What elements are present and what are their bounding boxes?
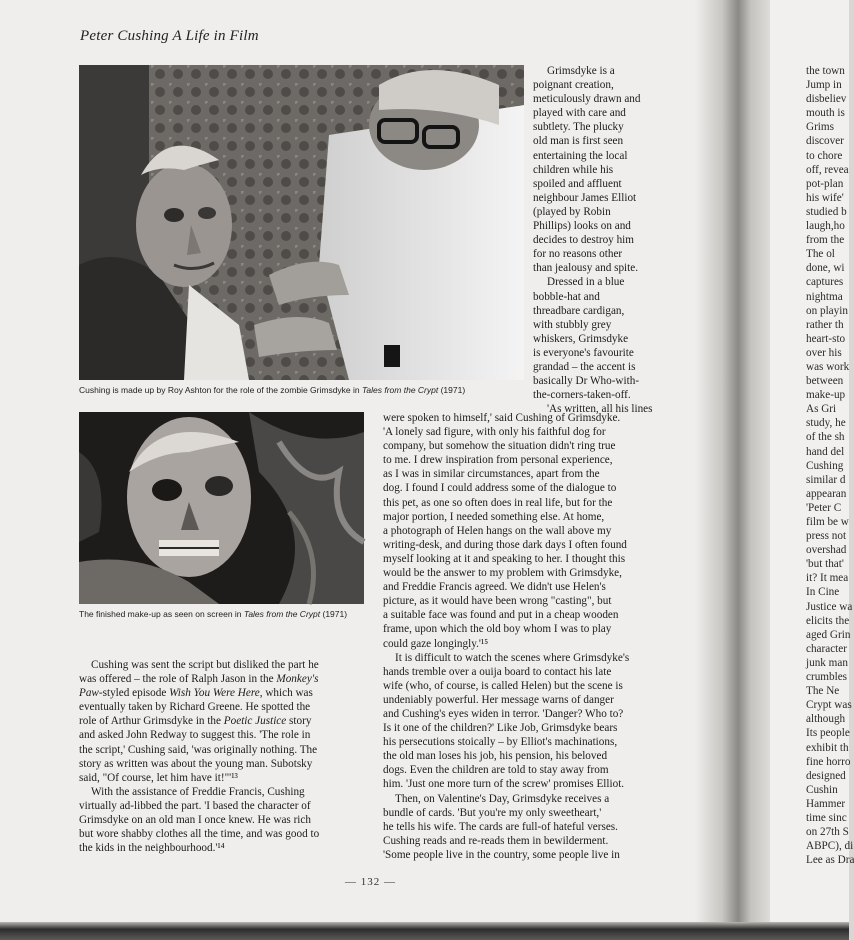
text-line: said, "Of course, let him have it!"'¹³ xyxy=(79,771,238,784)
text-line: story as written was about the young man. Subotsky xyxy=(79,757,313,770)
photo1-caption-film-title: Tales from the Crypt xyxy=(362,385,439,395)
right-page-line: studied b xyxy=(806,205,847,218)
right-page-line: fine horro xyxy=(806,755,851,768)
right-page-line: discover xyxy=(806,135,844,148)
text-line: the script,' Cushing said, 'was originally nothing. The xyxy=(79,743,318,756)
text-line: 'As written, all his lines xyxy=(547,403,653,416)
finished-makeup-image xyxy=(79,412,364,604)
text-line: Grimsdyke is a xyxy=(547,65,615,77)
makeup-session-image xyxy=(79,65,524,380)
text-span: Monkey's xyxy=(276,673,319,686)
text-line: It is difficult to watch the scenes where Grimsdyke's xyxy=(395,651,630,664)
text-line: dog. I found I could address some of the dialogue to xyxy=(383,482,617,495)
page-number: — 132 — xyxy=(345,876,396,888)
text-line: hands tremble over a ouija board to contact his late xyxy=(383,665,612,678)
text-line: Then, on Valentine's Day, Grimsdyke receives a xyxy=(395,792,610,805)
right-page-line: 'Peter C xyxy=(806,501,842,514)
text-span: Paw xyxy=(79,687,99,700)
text-line: 'A lonely sad figure, with only his faithful dog for xyxy=(383,426,606,439)
text-line: Cushing reads and re-reads them in bewilderment. xyxy=(383,834,609,847)
text-line: the-corners-taken-off. xyxy=(533,389,631,402)
photo1-caption-year: (1971) xyxy=(438,385,466,395)
text-line: neighbour James Elliot xyxy=(533,191,637,204)
finished-makeup-photo xyxy=(79,412,364,604)
right-page-line: over his xyxy=(806,346,842,359)
text-line: the old man loses his job, his pension, his beloved xyxy=(383,750,608,763)
text-line xyxy=(79,714,362,728)
right-page-line: nightma xyxy=(806,290,843,303)
text-line: Dressed in a blue xyxy=(547,276,625,289)
makeup-session-photo xyxy=(79,65,524,380)
text-line: but wore shabby clothes all the time, and was good to xyxy=(79,828,320,841)
text-line: with stubbly grey xyxy=(533,318,612,331)
text-line: and asked John Redway to suggest this. 'The role in xyxy=(79,729,311,742)
text-line: were spoken to himself,' said Cushing of Grimsdyke. xyxy=(383,412,621,424)
text-span: , which was xyxy=(259,687,313,700)
right-page-line: film be w xyxy=(806,516,849,528)
right-page-line: Hammer xyxy=(806,797,846,810)
right-page-line: heart-sto xyxy=(806,332,846,345)
right-page-text xyxy=(806,64,854,867)
photo2-caption-text: The finished make-up as seen on screen in xyxy=(79,609,244,619)
text-line: poignant creation, xyxy=(533,79,614,92)
text-line: decides to destroy him xyxy=(533,234,634,247)
right-page-line: the town xyxy=(806,65,845,77)
right-page-line: although xyxy=(806,713,846,726)
text-line: subtlety. The plucky xyxy=(533,121,624,134)
right-page-line: elicits the xyxy=(806,614,850,627)
right-page-line: laugh,ho xyxy=(806,220,845,233)
right-page-line: from the xyxy=(806,234,845,247)
right-page-line: study, he xyxy=(806,417,846,430)
text-line: writing-desk, and during those dark days I often found xyxy=(383,538,627,551)
text-line: Grimsdyke on an old man I once knew. He was rich xyxy=(79,814,311,827)
text-line: and Cushing's eyes widen in terror. 'Danger? Who to? xyxy=(383,707,624,720)
text-line: Cushing was sent the script but disliked the part he xyxy=(91,659,319,671)
text-line: could gaze longingly.'¹⁵ xyxy=(383,637,489,650)
right-page-line: aged Grin xyxy=(806,628,851,641)
running-head xyxy=(80,28,259,45)
right-page-line: designed xyxy=(806,769,846,782)
text-line: and Freddie Francis agreed. We didn't use Helen's xyxy=(383,581,606,594)
right-page-line: his wife' xyxy=(806,191,844,204)
text-line: company, but somehow the situation didn't ring true xyxy=(383,440,616,453)
text-line: basically Dr Who-with- xyxy=(533,375,640,388)
text-line: entertaining the local xyxy=(533,149,628,162)
text-line: children while his xyxy=(533,163,614,176)
right-page-line: on playin xyxy=(806,304,848,317)
right-page-line: exhibit th xyxy=(806,741,849,754)
text-line xyxy=(79,686,362,700)
text-line: for no reasons other xyxy=(533,248,623,261)
right-page-line: similar d xyxy=(806,473,846,486)
text-line: would be the answer to my problem with Grimsdyke, xyxy=(383,567,622,580)
text-line: bundle of cards. 'But you're my only sweetheart,' xyxy=(383,806,602,819)
right-page-line: ABPC), di xyxy=(806,840,854,853)
photo2-caption-film-title: Tales from the Crypt xyxy=(243,609,321,619)
text-line: Phillips) looks on and xyxy=(533,220,631,233)
text-line: undeniably powerful. Her message warns of danger xyxy=(383,693,614,706)
right-page-line: Cushing xyxy=(806,459,844,472)
text-line: With the assistance of Freddie Francis, Cushing xyxy=(91,785,305,798)
right-page-line: Its people xyxy=(806,727,850,740)
text-line: 'Some people live in the country, some people live in xyxy=(383,848,620,861)
running-head-author: Peter Cushing xyxy=(80,28,169,44)
right-page-line: rather th xyxy=(806,318,844,331)
right-page-line: Justice wa xyxy=(806,600,853,613)
text-line: a photograph of Helen hangs on the wall above my xyxy=(383,524,612,537)
text-line: this pet, as one so often does in real life, but for the xyxy=(383,496,613,509)
right-page-line: on 27th S xyxy=(806,826,849,839)
right-page-line: Crypt was xyxy=(806,699,852,712)
text-line: whiskers, Grimsdyke xyxy=(533,332,629,345)
photo2-caption xyxy=(79,609,347,619)
text-line: myself looking at it and speaking to her. I thought this xyxy=(383,552,626,565)
text-line xyxy=(79,672,362,686)
right-page-line: off, revea xyxy=(806,163,849,176)
text-line: grandad – the accent is xyxy=(533,360,636,373)
text-span: Poetic Justice xyxy=(223,715,287,728)
text-line: than jealousy and spite. xyxy=(533,262,639,275)
text-line: is everyone's favourite xyxy=(533,346,634,359)
text-line: picture, as it would have been wrong "casting", but xyxy=(383,595,612,608)
right-page-line: In Cine xyxy=(806,586,840,599)
right-page-line: between xyxy=(806,375,844,388)
text-line: (played by Robin xyxy=(533,205,611,218)
text-span: story xyxy=(286,715,312,728)
right-page-line: character xyxy=(806,642,847,655)
text-line: he tells his wife. The cards are full-of hateful verses. xyxy=(383,820,618,833)
text-line: bobble-hat and xyxy=(533,290,600,303)
right-page-line: press not xyxy=(806,530,847,543)
right-page-line: appearan xyxy=(806,487,847,500)
right-page-line: pot-plan xyxy=(806,177,844,190)
right-page-line: hand del xyxy=(806,445,845,458)
text-line: spoiled and affluent xyxy=(533,177,622,190)
right-page-line: overshad xyxy=(806,544,847,557)
running-head-title: A Life in Film xyxy=(172,28,259,44)
right-page-line: mouth is xyxy=(806,107,845,120)
text-line: virtually ad-libbed the part. 'I based the character of xyxy=(79,799,311,812)
text-line: frame, upon which the old boy whom I was to play xyxy=(383,623,612,636)
right-page-line: done, wi xyxy=(806,262,845,275)
text-line: a suitable face was found and put in a cheap wooden xyxy=(383,609,619,622)
text-span: -styled episode xyxy=(98,687,170,700)
wide-text-column xyxy=(383,411,668,862)
text-line: played with care and xyxy=(533,107,626,120)
right-page-line: junk man xyxy=(806,656,848,669)
right-page-line: The Ne xyxy=(806,685,840,698)
right-page-line: was work xyxy=(806,360,850,373)
right-page-line: Jump in xyxy=(806,79,842,92)
text-line: old man is first seen xyxy=(533,135,624,148)
text-line: as I was in similar circumstances, apart from the xyxy=(383,468,600,481)
right-page-line: Grims xyxy=(806,121,834,134)
text-line: meticulously drawn and xyxy=(533,93,641,106)
text-span: role of Arthur Grimsdyke in the xyxy=(79,715,224,728)
photo2-caption-year: (1971) xyxy=(320,609,348,619)
text-line: to me. I drew inspiration from personal experience, xyxy=(383,454,613,467)
right-page-line: Lee as Dra xyxy=(806,854,854,867)
right-page-line: crumbles xyxy=(806,671,848,684)
photo1-caption-text: Cushing is made up by Roy Ashton for the role of the zombie Grimsdyke in xyxy=(79,385,362,395)
left-text-column xyxy=(79,658,362,855)
right-page-line: to chore xyxy=(806,149,843,162)
right-page-line: 'but that' xyxy=(806,558,844,571)
text-span: was offered – the role of Ralph Jason in the xyxy=(79,673,277,686)
photo1-caption xyxy=(79,385,465,395)
right-page-line: The ol xyxy=(806,248,835,261)
right-page-line: captures xyxy=(806,276,844,289)
right-page-line: of the sh xyxy=(806,431,845,444)
text-line: Is it one of the children?' Like Job, Grimsdyke bears xyxy=(383,722,618,735)
text-line: dogs. Even the children are told to stay away from xyxy=(383,764,609,777)
text-line: the kids in the neighbourhood.'¹⁴ xyxy=(79,842,225,855)
narrow-text-column xyxy=(533,64,668,416)
text-line: major portion, I needed something else. At home, xyxy=(383,510,605,523)
right-page-line: time sinc xyxy=(806,811,847,824)
text-span: Wish You Were Here xyxy=(169,687,260,700)
page-bottom-edge xyxy=(0,922,849,940)
right-page-line: Cushin xyxy=(806,783,838,796)
text-line: him. 'Just one more turn of the screw' promises Elliot. xyxy=(383,778,625,791)
text-line: wife (who, of course, is called Helen) but the scene is xyxy=(383,679,623,692)
right-page-line: As Gri xyxy=(806,403,837,416)
right-page-line: disbeliev xyxy=(806,93,847,106)
text-line: eventually taken by Richard Greene. He spotted the xyxy=(79,701,311,714)
text-line: threadbare cardigan, xyxy=(533,304,625,317)
text-line: his persecutions stoically – by Elliot's machinations, xyxy=(383,736,618,749)
right-page-line: it? It mea xyxy=(806,572,849,585)
right-page-line: make-up xyxy=(806,389,846,402)
